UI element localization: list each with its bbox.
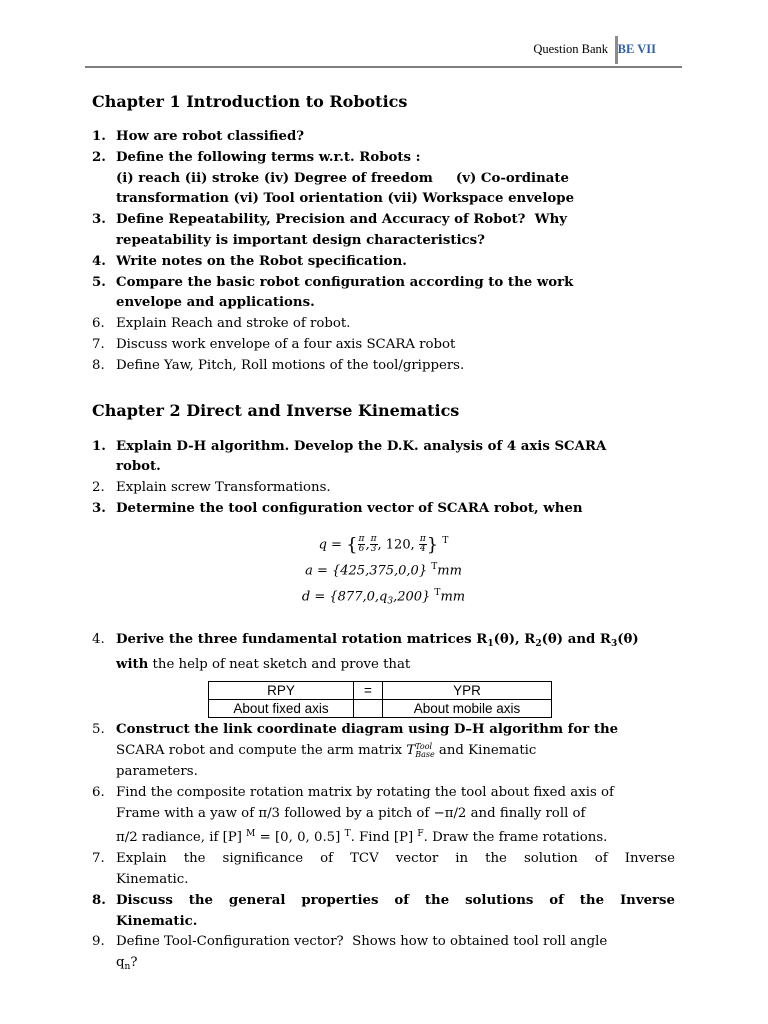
chapter1-title: Chapter 1 Introduction to Robotics — [92, 92, 408, 111]
question-item: 5. Compare the basic robot configuration according to the work envelope and applications. — [92, 274, 574, 311]
question-item: 2. Explain screw Transformations. — [92, 480, 331, 496]
equation-a: a = {425,375,0,0} $^T$mm — [305, 562, 462, 579]
question-item: 1. How are robot classified? — [92, 129, 305, 144]
equation-block — [92, 530, 675, 614]
header-class: BE VII — [617, 42, 656, 56]
question-item: 4. Derive the three fundamental rotation matrices $R_1(\theta)$, $R_2(\theta)$ and $R_3(\theta)$ with the help of neat sketch and prove that — [92, 631, 639, 672]
question-item: 7. Explain the significance of TCV vector in the solution of Inverse Kinematic. — [92, 851, 675, 887]
chapter2-questions-cont2 — [92, 720, 675, 978]
table-cell — [354, 700, 383, 718]
header-rule — [85, 66, 682, 68]
table-cell: YPR — [383, 682, 552, 700]
question-item: 5. Construct the link coordinate diagram using D–H algorithm for the SCARA robot and compute the arm matrix T Tool Base and Kinematic parameters. — [92, 722, 619, 779]
question-item: 9. Define Tool-Configuration vector? Shows how to obtained tool roll angle $q_n$? — [92, 934, 608, 973]
question-item: 2. Define the following terms w.r.t. Robots : (i) reach (ii) stroke (iv) Degree of freedom (v) Co-ordinate transformation (vi) Tool orientation (vii) Workspace envelope — [92, 149, 575, 207]
page-content — [92, 90, 675, 978]
question-item: 3. Define Repeatability, Precision and Accuracy of Robot? Why repeatability is important design characteristics? — [92, 212, 567, 248]
equation-d: $d = \{877,0,q_3,200\}$ $^T$mm — [301, 588, 466, 607]
table-cell: = — [354, 682, 383, 700]
question-item: 6. Explain Reach and stroke of robot. — [92, 316, 351, 332]
question-item: 7. Discuss work envelope of a four axis SCARA robot — [92, 336, 456, 352]
chapter2-title: Chapter 2 Direct and Inverse Kinematics — [92, 400, 460, 420]
table-cell: About fixed axis — [209, 700, 354, 718]
rpy-ypr-table — [208, 681, 552, 718]
chapter1-questions — [92, 127, 675, 377]
chapter2-questions — [92, 437, 675, 520]
header-title: Question Bank — [533, 42, 608, 56]
question-item: 6. Find the composite rotation matrix by rotating the tool about fixed axis of Frame with a yaw of π/3 followed by a pitch of −π/2 and finally roll of π/2 radiance, if [P] $^M$ = [0, 0, 0.5] $^T$. Find [P] $^F$. Draw the frame rotations. — [92, 784, 614, 846]
question-item: 8. Discuss the general properties of the solutions of the Inverse Kinematic. — [92, 892, 675, 929]
question-item: 4. Write notes on the Robot specification. — [92, 253, 407, 269]
chapter2-questions-cont — [92, 630, 675, 676]
table-cell: RPY — [209, 682, 354, 700]
table-cell: About mobile axis — [383, 700, 552, 718]
equation-q: q = { $\frac{\pi}{6}$ , $\frac{\pi}{3}$ , 120, $\frac{\pi}{4}$ } $^T$ — [318, 534, 449, 556]
question-item: 1. Explain D-H algorithm. Develop the D.K. analysis of 4 axis SCARA robot. — [92, 438, 607, 475]
table-row — [209, 700, 552, 718]
question-item: 3. Determine the tool configuration vector of SCARA robot, when — [92, 500, 583, 516]
table-row — [209, 682, 552, 700]
question-item: 8. Define Yaw, Pitch, Roll motions of the tool/grippers. — [92, 357, 465, 373]
